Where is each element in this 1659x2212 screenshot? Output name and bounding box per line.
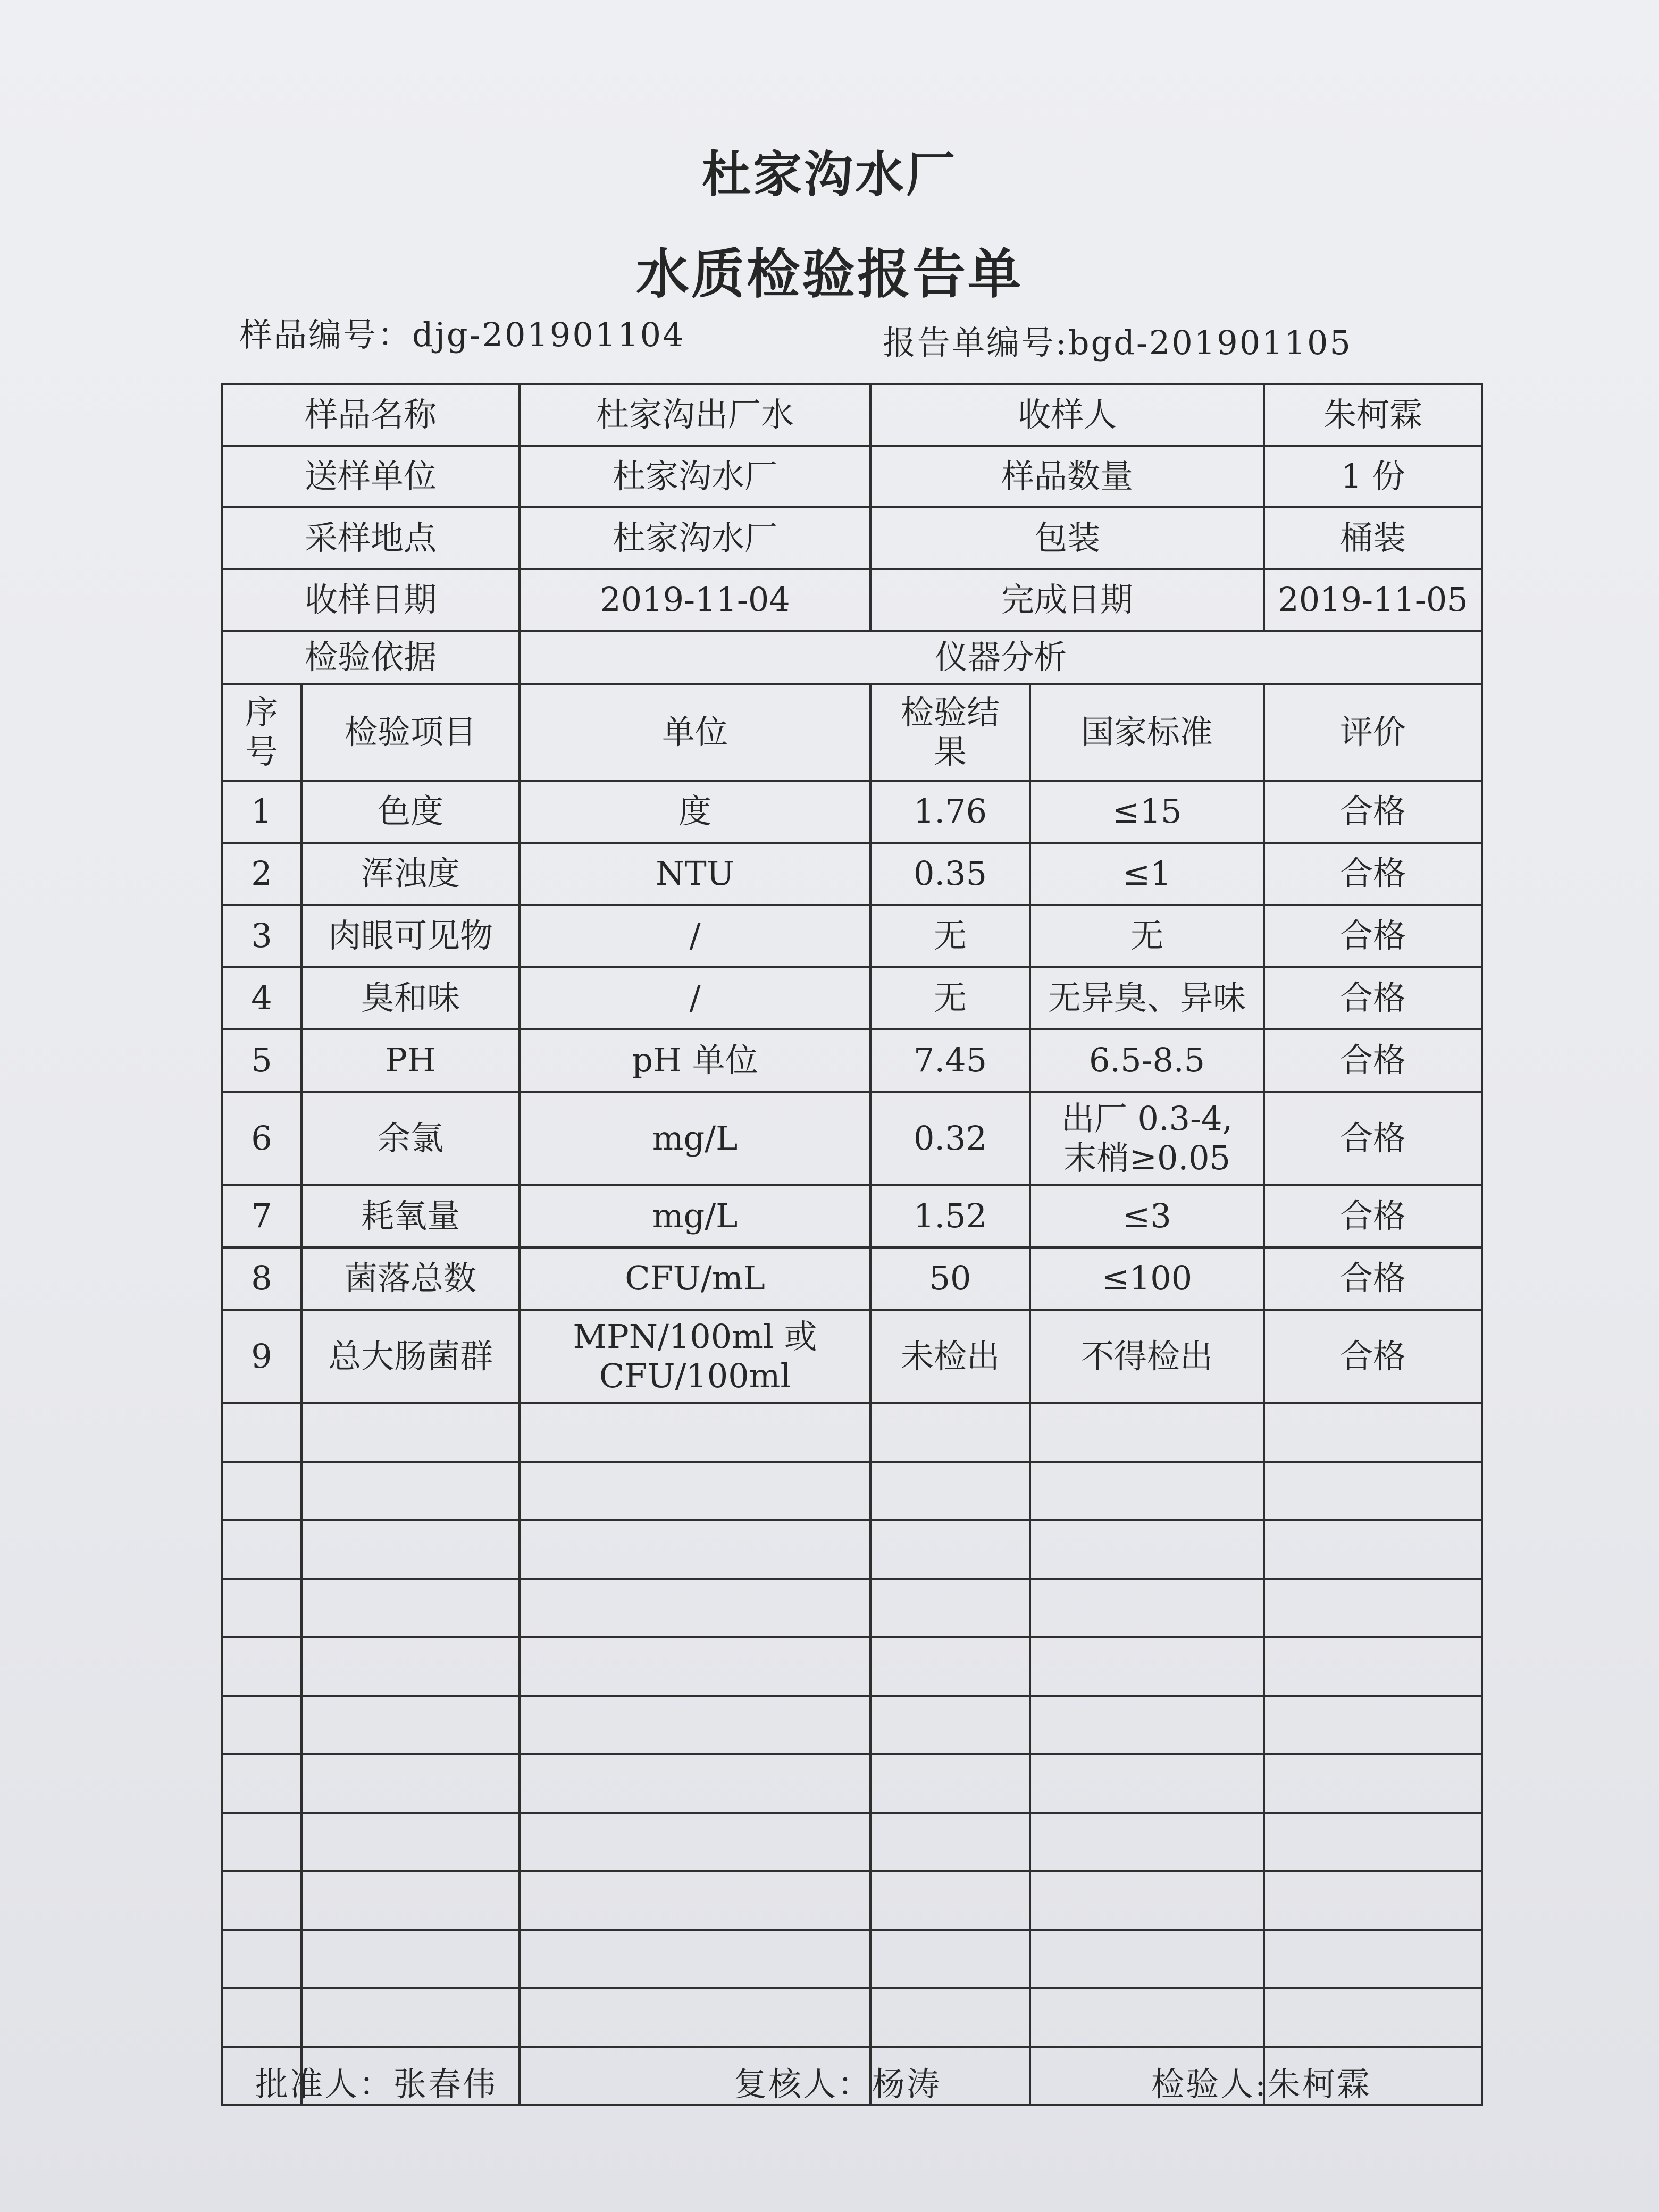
row-standard: ≤3 bbox=[1030, 1185, 1264, 1247]
row-standard-line2: 末梢≥0.05 bbox=[1063, 1138, 1231, 1177]
row-item: 臭和味 bbox=[301, 967, 520, 1029]
row-evaluation: 合格 bbox=[1264, 905, 1482, 967]
receive-date-label: 收样日期 bbox=[222, 569, 520, 631]
row-evaluation: 合格 bbox=[1264, 781, 1482, 843]
row-result: 无 bbox=[870, 905, 1030, 967]
table-row bbox=[222, 1247, 1482, 1310]
row-seq: 3 bbox=[222, 905, 301, 967]
row-standard: 6.5-8.5 bbox=[1030, 1029, 1264, 1092]
table-row bbox=[222, 1185, 1482, 1247]
location-label: 采样地点 bbox=[222, 507, 520, 569]
row-result: 7.45 bbox=[870, 1029, 1030, 1092]
row-unit: pH 单位 bbox=[520, 1029, 870, 1092]
row-item: 色度 bbox=[301, 781, 520, 843]
row-unit: / bbox=[520, 967, 870, 1029]
row-standard: ≤1 bbox=[1030, 843, 1264, 905]
table-row bbox=[222, 1092, 1482, 1185]
row-result: 1.52 bbox=[870, 1185, 1030, 1247]
approver-signature: 批准人：张春伟 bbox=[255, 2065, 498, 2104]
row-unit-line2: CFU/100ml bbox=[599, 1356, 791, 1395]
row-evaluation: 合格 bbox=[1264, 843, 1482, 905]
row-standard: 不得检出 bbox=[1030, 1310, 1264, 1403]
empty-row bbox=[222, 1813, 1482, 1871]
company-name: 杜家沟水厂 bbox=[701, 146, 957, 203]
receiver-value: 朱柯霖 bbox=[1264, 384, 1482, 446]
table-row bbox=[222, 967, 1482, 1029]
finish-date-value: 2019-11-05 bbox=[1264, 569, 1482, 631]
info-row-dates bbox=[222, 569, 1482, 631]
row-item: 浑浊度 bbox=[301, 843, 520, 905]
row-result: 1.76 bbox=[870, 781, 1030, 843]
info-row-sender bbox=[222, 446, 1482, 507]
row-evaluation: 合格 bbox=[1264, 1310, 1482, 1403]
table-row bbox=[222, 905, 1482, 967]
empty-row bbox=[222, 1462, 1482, 1520]
table-row bbox=[222, 1029, 1482, 1092]
row-item: 耗氧量 bbox=[301, 1185, 520, 1247]
row-seq: 2 bbox=[222, 843, 301, 905]
basis-value: 仪器分析 bbox=[520, 631, 1482, 684]
row-standard: ≤100 bbox=[1030, 1247, 1264, 1310]
row-unit-line1: MPN/100ml 或 bbox=[573, 1317, 817, 1356]
empty-row bbox=[222, 1637, 1482, 1696]
row-item: 肉眼可见物 bbox=[301, 905, 520, 967]
empty-row bbox=[222, 1754, 1482, 1813]
row-unit: / bbox=[520, 905, 870, 967]
package-label: 包装 bbox=[870, 507, 1264, 569]
empty-row bbox=[222, 1579, 1482, 1637]
sender-label: 送样单位 bbox=[222, 446, 520, 507]
reviewer-signature: 复核人：杨涛 bbox=[734, 2065, 942, 2104]
row-item: 菌落总数 bbox=[301, 1247, 520, 1310]
row-result: 无 bbox=[870, 967, 1030, 1029]
inspector-signature: 检验人:朱柯霖 bbox=[1151, 2065, 1371, 2104]
row-seq: 8 bbox=[222, 1247, 301, 1310]
row-standard: 无异臭、异味 bbox=[1030, 967, 1264, 1029]
empty-row bbox=[222, 1871, 1482, 1930]
row-evaluation: 合格 bbox=[1264, 1247, 1482, 1310]
row-unit: mg/L bbox=[520, 1185, 870, 1247]
header-seq bbox=[222, 684, 301, 781]
row-evaluation: 合格 bbox=[1264, 1092, 1482, 1185]
row-seq: 7 bbox=[222, 1185, 301, 1247]
row-evaluation: 合格 bbox=[1264, 967, 1482, 1029]
row-seq: 9 bbox=[222, 1310, 301, 1403]
header-seq-line1: 序 bbox=[245, 692, 278, 732]
sample-name-label: 样品名称 bbox=[222, 384, 520, 446]
row-item: PH bbox=[301, 1029, 520, 1092]
row-standard: ≤15 bbox=[1030, 781, 1264, 843]
header-result-line1: 检验结 bbox=[901, 692, 1000, 732]
sample-name-value: 杜家沟出厂水 bbox=[520, 384, 870, 446]
location-value: 杜家沟水厂 bbox=[520, 507, 870, 569]
empty-row bbox=[222, 1696, 1482, 1754]
report-title: 水质检验报告单 bbox=[636, 242, 1023, 305]
empty-row bbox=[222, 1520, 1482, 1579]
package-value: 桶装 bbox=[1264, 507, 1482, 569]
row-standard: 无 bbox=[1030, 905, 1264, 967]
sender-value: 杜家沟水厂 bbox=[520, 446, 870, 507]
info-row-basis bbox=[222, 631, 1482, 684]
header-standard: 国家标准 bbox=[1030, 684, 1264, 781]
inspection-table bbox=[221, 383, 1483, 2106]
info-row-sample-name bbox=[222, 384, 1482, 446]
empty-row bbox=[222, 1930, 1482, 1988]
row-standard-line1: 出厂 0.3-4, bbox=[1061, 1099, 1233, 1138]
row-unit: CFU/mL bbox=[520, 1247, 870, 1310]
info-row-location bbox=[222, 507, 1482, 569]
row-unit bbox=[520, 1310, 870, 1403]
finish-date-label: 完成日期 bbox=[870, 569, 1264, 631]
row-item: 余氯 bbox=[301, 1092, 520, 1185]
table-row bbox=[222, 843, 1482, 905]
report-number: 报告单编号:bgd-201901105 bbox=[883, 323, 1352, 362]
row-seq: 1 bbox=[222, 781, 301, 843]
receiver-label: 收样人 bbox=[870, 384, 1264, 446]
quantity-label: 样品数量 bbox=[870, 446, 1264, 507]
row-seq: 5 bbox=[222, 1029, 301, 1092]
row-evaluation: 合格 bbox=[1264, 1185, 1482, 1247]
row-standard bbox=[1030, 1092, 1264, 1185]
row-result: 未检出 bbox=[870, 1310, 1030, 1403]
receive-date-value: 2019-11-04 bbox=[520, 569, 870, 631]
row-evaluation: 合格 bbox=[1264, 1029, 1482, 1092]
row-seq: 4 bbox=[222, 967, 301, 1029]
row-item: 总大肠菌群 bbox=[301, 1310, 520, 1403]
row-result: 50 bbox=[870, 1247, 1030, 1310]
empty-row bbox=[222, 1988, 1482, 2047]
sample-number: 样品编号：djg-201901104 bbox=[239, 315, 685, 354]
basis-label: 检验依据 bbox=[222, 631, 520, 684]
row-unit: mg/L bbox=[520, 1092, 870, 1185]
header-result-line2: 果 bbox=[934, 732, 967, 771]
header-result bbox=[870, 684, 1030, 781]
header-unit: 单位 bbox=[520, 684, 870, 781]
row-result: 0.35 bbox=[870, 843, 1030, 905]
header-item: 检验项目 bbox=[301, 684, 520, 781]
empty-row bbox=[222, 1403, 1482, 1462]
row-unit: NTU bbox=[520, 843, 870, 905]
header-evaluation: 评价 bbox=[1264, 684, 1482, 781]
row-unit: 度 bbox=[520, 781, 870, 843]
header-seq-line2: 号 bbox=[245, 732, 278, 771]
quantity-value: 1 份 bbox=[1264, 446, 1482, 507]
table-row bbox=[222, 781, 1482, 843]
column-header-row bbox=[222, 684, 1482, 781]
table-row bbox=[222, 1310, 1482, 1403]
row-result: 0.32 bbox=[870, 1092, 1030, 1185]
row-seq: 6 bbox=[222, 1092, 301, 1185]
